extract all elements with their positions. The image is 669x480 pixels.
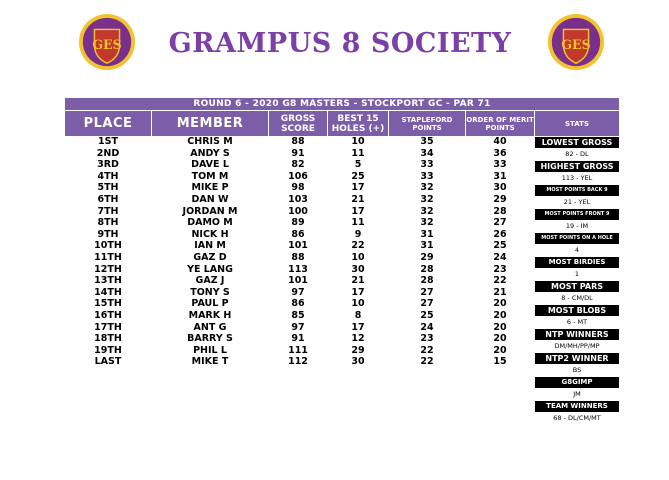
gross-score-cell: 88 <box>291 251 305 263</box>
gross-score-cell: 103 <box>288 193 308 205</box>
gross-score-cell: 97 <box>291 321 305 333</box>
stat-value: 4 <box>574 246 580 254</box>
place-cell: 14TH <box>94 286 122 298</box>
order-of-merit-cell: 23 <box>493 263 507 275</box>
stapleford-points-cell: 27 <box>420 298 434 310</box>
order-of-merit-cell: 27 <box>493 217 507 229</box>
place-cell: 19TH <box>94 344 122 356</box>
gross-score-cell: 100 <box>288 205 308 217</box>
member-cell: DAVE L <box>191 159 229 171</box>
best-15-cell: 29 <box>351 344 365 356</box>
gross-score-cell: 101 <box>288 275 308 287</box>
stat-label: NTP WINNERS <box>535 329 619 340</box>
member-cell: YE LANG <box>187 263 233 275</box>
best-15-cell: 11 <box>351 147 365 159</box>
society-logo-right <box>547 13 605 71</box>
order-of-merit-cell: 15 <box>493 356 507 368</box>
order-of-merit-cell: 20 <box>493 298 507 310</box>
gross-score-cell: 98 <box>291 182 305 194</box>
place-cell: 5TH <box>97 182 119 194</box>
stapleford-points-cell: 25 <box>420 309 434 321</box>
best-15-cell: 17 <box>351 321 365 333</box>
header-member: MEMBER <box>151 111 268 136</box>
svg-text:GES: GES <box>561 36 591 52</box>
gross-score-cell: 85 <box>291 309 305 321</box>
stat-label: MOST POINTS ON A HOLE <box>535 233 619 244</box>
best-15-cell: 30 <box>351 356 365 368</box>
stat-label: NTP2 WINNER <box>535 353 619 364</box>
member-cell: ANT G <box>193 321 227 333</box>
stat-value: 21 - YEL <box>563 198 591 206</box>
place-cell: 16TH <box>94 309 122 321</box>
order-of-merit-cell: 36 <box>493 147 507 159</box>
stat-value: 68 - DL/CM/MT <box>553 414 601 422</box>
best-15-cell: 22 <box>351 240 365 252</box>
best-15-cell: 21 <box>351 275 365 287</box>
order-of-merit-cell: 31 <box>493 170 507 182</box>
stapleford-points-cell: 32 <box>420 182 434 194</box>
member-cell: MARK H <box>188 309 232 321</box>
stapleford-points-cell: 31 <box>420 240 434 252</box>
member-cell: TONY S <box>190 286 230 298</box>
place-cell: 17TH <box>94 321 122 333</box>
place-cell: LAST <box>94 356 122 368</box>
stat-label: LOWEST GROSS <box>535 137 619 148</box>
stapleford-points-cell: 34 <box>420 147 434 159</box>
member-cell: GAZ D <box>193 251 227 263</box>
stat-value: BS <box>572 366 582 374</box>
stapleford-points-cell: 31 <box>420 228 434 240</box>
place-cell: 6TH <box>97 193 119 205</box>
stapleford-points-cell: 29 <box>420 251 434 263</box>
page-title: GRAMPUS 8 SOCIETY <box>168 28 512 59</box>
stapleford-points-cell: 28 <box>420 263 434 275</box>
stapleford-points-cell: 24 <box>420 321 434 333</box>
stapleford-points-cell: 32 <box>420 205 434 217</box>
stat-value: JM <box>573 390 581 398</box>
gross-score-cell: 101 <box>288 240 308 252</box>
order-of-merit-cell: 26 <box>493 228 507 240</box>
member-cell: GAZ J <box>195 275 225 287</box>
place-cell: 12TH <box>94 263 122 275</box>
gross-score-cell: 86 <box>291 228 305 240</box>
stat-value: 1 <box>574 270 580 278</box>
place-cell: 1ST <box>98 136 118 147</box>
place-cell: 13TH <box>94 275 122 287</box>
gross-score-cell: 91 <box>291 147 305 159</box>
gross-score-cell: 97 <box>291 286 305 298</box>
stat-label: G8GIMP <box>535 377 619 388</box>
stat-value: 6 - MT <box>566 318 588 326</box>
gross-score-cell: 111 <box>288 344 308 356</box>
gross-score-cell: 82 <box>291 159 305 171</box>
order-of-merit-cell: 40 <box>493 136 507 147</box>
stapleford-points-cell: 23 <box>420 333 434 345</box>
order-of-merit-cell: 20 <box>493 333 507 345</box>
best-15-cell: 8 <box>354 309 362 321</box>
place-cell: 4TH <box>97 170 119 182</box>
place-cell: 7TH <box>97 205 119 217</box>
gross-score-cell: 88 <box>291 136 305 147</box>
member-cell: PHIL L <box>193 344 227 356</box>
stat-value: 8 - CM/DL <box>561 294 593 302</box>
stat-label: TEAM WINNERS <box>535 401 619 412</box>
member-cell: BARRY S <box>187 333 233 345</box>
stapleford-points-cell: 28 <box>420 275 434 287</box>
member-cell: NICK H <box>191 228 229 240</box>
member-cell: DAMO M <box>187 217 233 229</box>
stapleford-points-cell: 22 <box>420 344 434 356</box>
stat-value: 19 - IM <box>565 222 589 230</box>
stats-panel <box>535 137 619 425</box>
place-cell: 3RD <box>97 159 119 171</box>
best-15-cell: 5 <box>354 159 362 171</box>
stat-value: DM/MH/PP/MP <box>554 342 600 350</box>
gross-score-cell: 91 <box>291 333 305 345</box>
order-of-merit-cell: 22 <box>493 275 507 287</box>
svg-text:GES: GES <box>92 36 122 52</box>
gross-score-cell: 86 <box>291 298 305 310</box>
stat-label: MOST POINTS BACK 9 <box>535 185 619 196</box>
place-cell: 11TH <box>94 251 122 263</box>
round-banner: ROUND 6 - 2020 G8 MASTERS - STOCKPORT GC - PAR 71 <box>65 98 619 110</box>
stat-value: 113 - YEL <box>561 174 593 182</box>
gross-score-cell: 106 <box>288 170 308 182</box>
place-cell: 9TH <box>97 228 119 240</box>
gross-score-cell: 89 <box>291 217 305 229</box>
stat-label: HIGHEST GROSS <box>535 161 619 172</box>
order-of-merit-cell: 33 <box>493 159 507 171</box>
header-order-of-merit: ORDER OF MERIT POINTS <box>465 111 534 136</box>
best-15-cell: 11 <box>351 217 365 229</box>
order-of-merit-cell: 29 <box>493 193 507 205</box>
stat-label: MOST BIRDIES <box>535 257 619 268</box>
stapleford-points-cell: 35 <box>420 136 434 147</box>
header-stats: STATS <box>535 111 619 136</box>
place-cell: 15TH <box>94 298 122 310</box>
member-cell: PAUL P <box>191 298 229 310</box>
stapleford-points-cell: 27 <box>420 286 434 298</box>
best-15-cell: 10 <box>351 136 365 147</box>
place-cell: 2ND <box>96 147 120 159</box>
member-cell: DAN W <box>191 193 229 205</box>
best-15-cell: 21 <box>351 193 365 205</box>
order-of-merit-cell: 25 <box>493 240 507 252</box>
best-15-cell: 10 <box>351 298 365 310</box>
order-of-merit-cell: 30 <box>493 182 507 194</box>
stapleford-points-cell: 32 <box>420 193 434 205</box>
order-of-merit-cell: 20 <box>493 321 507 333</box>
order-of-merit-cell: 21 <box>493 286 507 298</box>
header-place: PLACE <box>65 111 151 136</box>
header-best-15-holes: BEST 15 HOLES (+) <box>327 111 388 136</box>
header-gross-score: GROSS SCORE <box>268 111 327 136</box>
member-cell: MIKE T <box>191 356 229 368</box>
member-cell: TOM M <box>191 170 229 182</box>
order-of-merit-cell: 20 <box>493 309 507 321</box>
member-cell: JORDAN M <box>182 205 238 217</box>
place-cell: 8TH <box>97 217 119 229</box>
stat-label: MOST POINTS FRONT 9 <box>535 209 619 220</box>
society-logo-left <box>78 13 136 71</box>
member-cell: MIKE P <box>191 182 229 194</box>
header-stapleford-points: STAPLEFORD POINTS <box>388 111 465 136</box>
order-of-merit-cell: 20 <box>493 344 507 356</box>
stapleford-points-cell: 32 <box>420 217 434 229</box>
best-15-cell: 17 <box>351 205 365 217</box>
place-cell: 10TH <box>94 240 122 252</box>
stapleford-points-cell: 33 <box>420 170 434 182</box>
member-cell: ANDY S <box>190 147 230 159</box>
stapleford-points-cell: 33 <box>420 159 434 171</box>
best-15-cell: 10 <box>351 251 365 263</box>
stat-value: 82 - DL <box>565 150 589 158</box>
stat-label: MOST BLOBS <box>535 305 619 316</box>
best-15-cell: 25 <box>351 170 365 182</box>
gross-score-cell: 112 <box>288 356 308 368</box>
stapleford-points-cell: 22 <box>420 356 434 368</box>
stat-label: MOST PARS <box>535 281 619 292</box>
best-15-cell: 30 <box>351 263 365 275</box>
gross-score-cell: 113 <box>288 263 308 275</box>
best-15-cell: 12 <box>351 333 365 345</box>
order-of-merit-cell: 28 <box>493 205 507 217</box>
best-15-cell: 17 <box>351 286 365 298</box>
member-cell: CHRIS M <box>187 136 233 147</box>
best-15-cell: 9 <box>354 228 362 240</box>
best-15-cell: 17 <box>351 182 365 194</box>
order-of-merit-cell: 24 <box>493 251 507 263</box>
place-cell: 18TH <box>94 333 122 345</box>
member-cell: IAN M <box>194 240 226 252</box>
